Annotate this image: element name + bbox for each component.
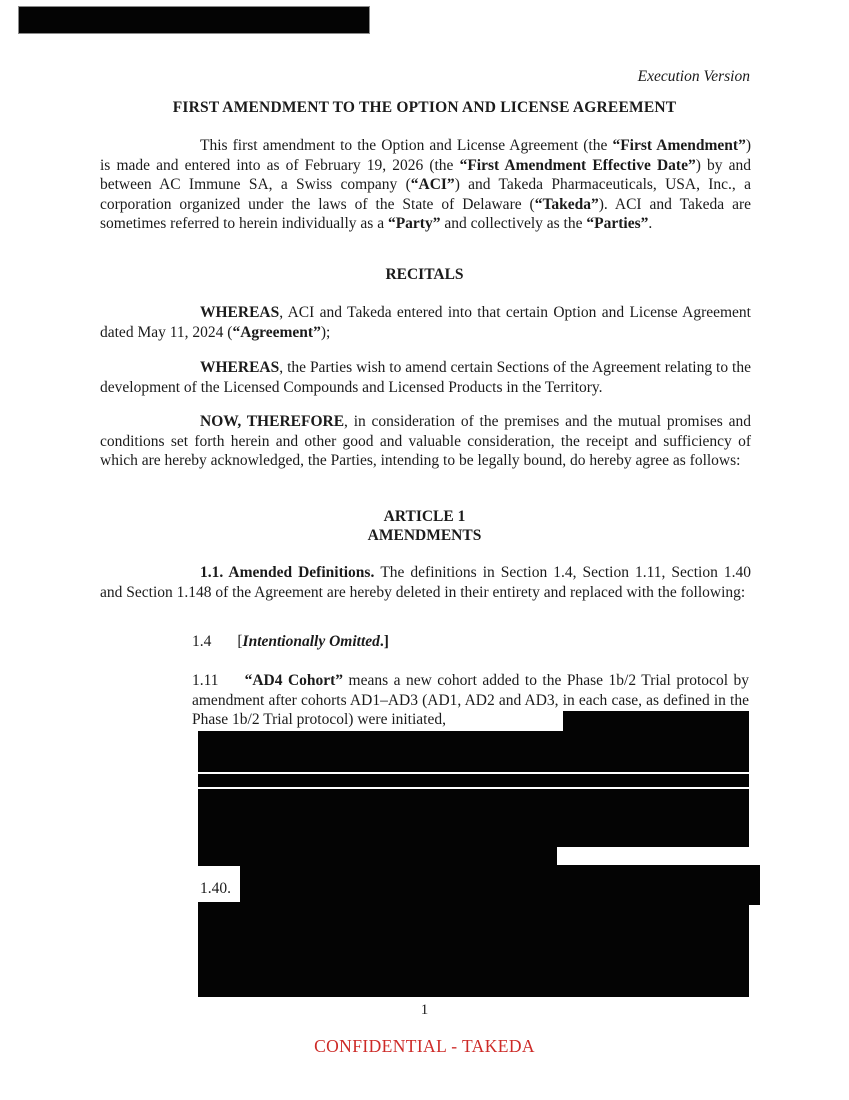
- item-number-1-11: 1.11: [192, 672, 219, 689]
- article-1-heading: ARTICLE 1: [383, 508, 466, 525]
- whereas-paragraph-2: WHEREAS, the Parties wish to amend certain Sections of the Agreement relating to the development of the Licensed Compounds and Licensed Products in the Territory.: [100, 359, 751, 396]
- redaction-block-2-left-arm: [198, 847, 557, 866]
- amendments-heading: AMENDMENTS: [367, 527, 482, 544]
- redaction-strip: [198, 774, 749, 787]
- redaction-line-end: [563, 711, 749, 731]
- redaction-block-2: [198, 789, 749, 847]
- item-number-1-4: 1.4: [192, 633, 212, 650]
- confidential-footer: CONFIDENTIAL - TAKEDA: [314, 1036, 535, 1056]
- item-content-1-4: [Intentionally Omitted.]: [237, 633, 389, 650]
- section-1-1-paragraph: 1.1. Amended Definitions. The definitions in Section 1.4, Section 1.11, Section 1.40 and Section 1.148 of the Agreement are hereby deleted in their entirety and replaced with the following:: [100, 564, 751, 601]
- execution-version-label: Execution Version: [637, 68, 750, 85]
- section-number-1-40: 1.40.: [200, 880, 231, 897]
- intro-paragraph: This first amendment to the Option and License Agreement (the “First Amendment”) is made and entered into as of February 19, 2026 (the “First Amendment Effective Date”) by and between AC Immune SA, a Swiss company (“ACI”) and Takeda Pharmaceuticals, USA, Inc., a corporation organized under the laws of the State of Delaware (“Takeda”). ACI and Takeda are sometimes referred to herein individually as a “Party” and collectively as the “Parties”.: [100, 137, 751, 233]
- document-title: FIRST AMENDMENT TO THE OPTION AND LICENSE AGREEMENT: [172, 99, 677, 116]
- redaction-block-4: [198, 902, 749, 997]
- redaction-block-3: [240, 865, 760, 905]
- redaction-block-1: [198, 731, 749, 772]
- whereas-paragraph-1: WHEREAS, ACI and Takeda entered into that certain Option and License Agreement dated May 11, 2024 (“Agreement”);: [100, 304, 751, 341]
- definition-item-1-4: [192, 632, 749, 652]
- now-therefore-paragraph: NOW, THEREFORE, in consideration of the premises and the mutual promises and conditions set forth herein and other good and valuable consideration, the receipt and sufficiency of which are hereby acknowledged, the Parties, intending to be legally bound, do hereby agree as follows:: [100, 413, 751, 470]
- item-content-1-11: “AD4 Cohort” means a new cohort added to the Phase 1b/2 Trial protocol by amendment after cohorts AD1–AD3 (AD1, AD2 and AD3, in each case, as defined in the Phase 1b/2 Trial protocol) were initiated,: [192, 672, 749, 729]
- redaction-bar-top: [18, 6, 370, 34]
- recitals-heading: RECITALS: [385, 266, 464, 283]
- page-number: 1: [420, 1002, 429, 1018]
